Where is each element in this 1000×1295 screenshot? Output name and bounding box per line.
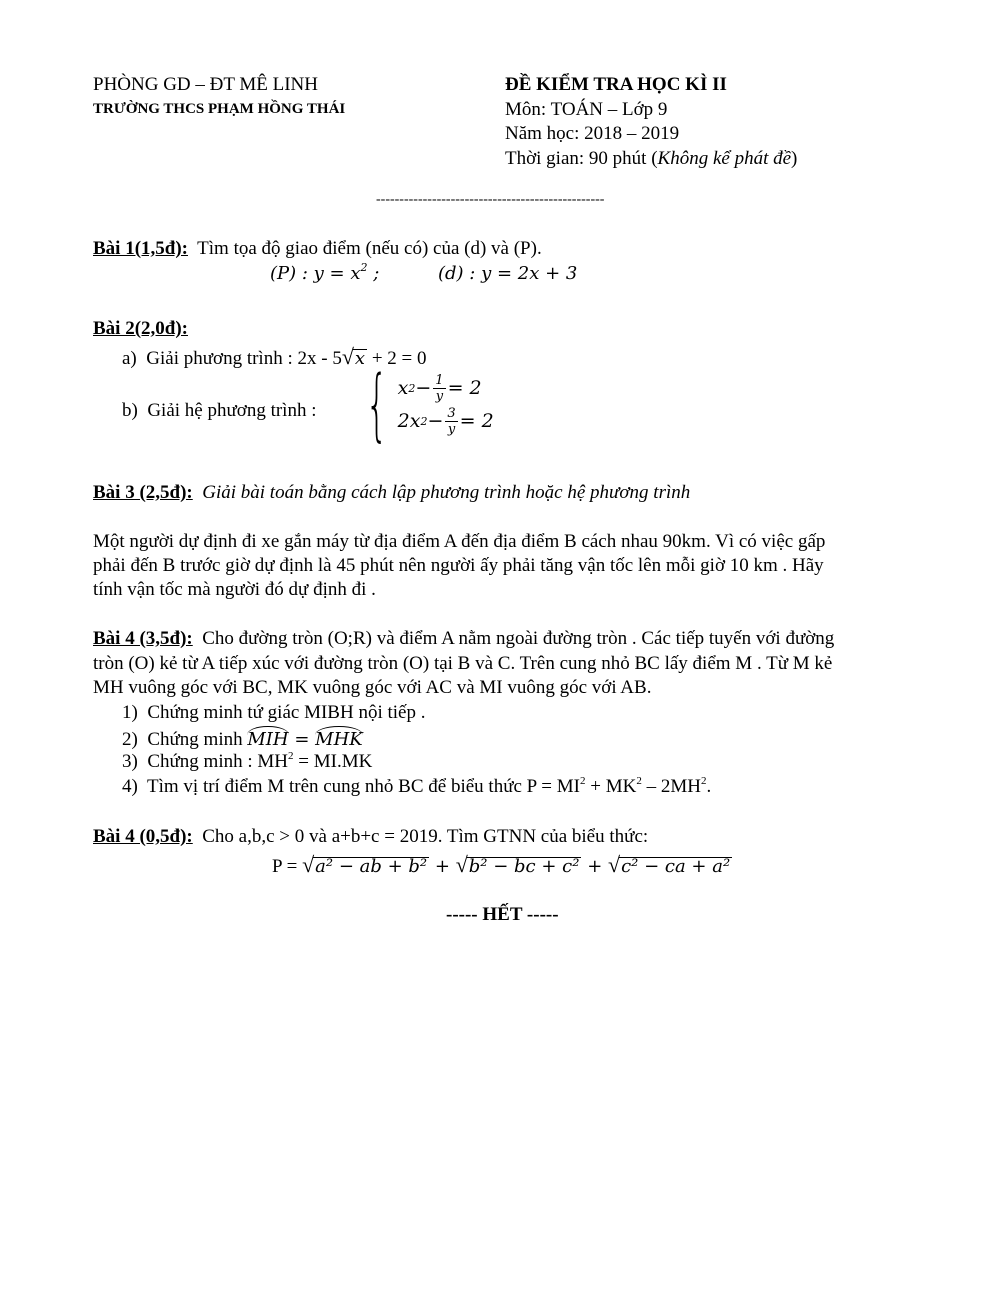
problem-2b-label: b) Giải hệ phương trình : <box>122 400 317 421</box>
problem-3-line-3: tính vận tốc mà người đó dự định đi . <box>93 579 376 600</box>
angle-mih: MIH <box>247 726 288 751</box>
header-divider: ------------------------------------------------- <box>376 192 605 207</box>
end-marker: ----- HẾT ----- <box>446 904 559 925</box>
exam-title: ĐỀ KIỂM TRA HỌC KÌ II <box>505 74 727 95</box>
school-name: TRƯỜNG THCS PHẠM HỒNG THÁI <box>93 101 346 117</box>
line-equation: (d) : y = 2x + 3 <box>438 263 578 284</box>
system-equation-1: x 2 − $\frac{1}{y}$ = 2 <box>397 373 482 404</box>
exam-subject: Môn: TOÁN – Lớp 9 <box>505 99 668 120</box>
problem-4-item-3: 3) Chứng minh : $MH^2 = MI.MK$ <box>122 750 373 772</box>
problem-4-item-2: 2) Chứng minh MIH = MHK <box>122 726 363 751</box>
problem-4-item-1: 1) Chứng minh tứ giác MIBH nội tiếp . <box>122 702 426 723</box>
problem-4: Bài 4 (3,5đ): Cho đường tròn (O;R) và điểm A nằm ngoài đường tròn . Các tiếp tuyến với đường <box>93 628 835 649</box>
problem-4-line-3: MH vuông góc với BC, MK vuông góc với AC và MI vuông góc với AB. <box>93 677 652 698</box>
problem-3: Bài 3 (2,5đ): Giải bài toán bằng cách lập phương trình hoặc hệ phương trình <box>93 482 691 503</box>
exam-time: Thời gian: 90 phút (Không kể phát đề) <box>505 148 798 169</box>
problem-1 <box>93 238 542 260</box>
problem-5: Bài 4 (0,5đ): Cho a,b,c > 0 và a+b+c = 2019. Tìm GTNN của biểu thức: <box>93 826 649 847</box>
problem-1-label: Bài 1(1,5đ): <box>93 238 188 259</box>
radical-x: x <box>354 348 366 369</box>
problem-4-item-4: 4) Tìm vị trí điểm M trên cung nhỏ BC để biểu thức $P = MI^2 + MK^2 - 2MH^2$. <box>122 775 712 797</box>
problem-2-label: Bài 2(2,0đ): <box>93 318 188 339</box>
equation-system <box>356 360 494 450</box>
system-equation-2: 2x 2 − $\frac{3}{y}$ = 2 <box>397 406 494 437</box>
problem-4-line-2: tròn (O) kẻ từ A tiếp xúc với đường tròn (O) tại B và C. Trên cung nhỏ BC lấy điểm M . Từ M kẻ <box>93 653 833 674</box>
problem-3-line-2: phải đến B trước giờ dự định là 45 phút nên người ấy phải tăng vận tốc lên mỗi giờ 10 km . Hãy <box>93 555 824 576</box>
problem-1-text: Tìm tọa độ giao điểm (nếu có) của (d) và (P). <box>197 238 542 259</box>
expression-p: P = √a² − ab + b² + √b² − bc + c² + √c² − ca + a² <box>272 852 731 877</box>
exam-year: Năm học: 2018 – 2019 <box>505 123 680 144</box>
angle-mhk: MHK <box>315 726 363 751</box>
problem-2a: a) Giải phương trình : 2x - 5√x + 2 = 0 <box>122 344 427 369</box>
department-name: PHÒNG GD – ĐT MÊ LINH <box>93 74 319 95</box>
parabola-equation: (P) : $y = x^2$ ; <box>270 261 380 284</box>
left-brace: { <box>365 360 388 450</box>
problem-3-line-1: Một người dự định đi xe gắn máy từ địa điểm A đến địa điểm B cách nhau 90km. Vì có việc gấp <box>93 531 826 552</box>
